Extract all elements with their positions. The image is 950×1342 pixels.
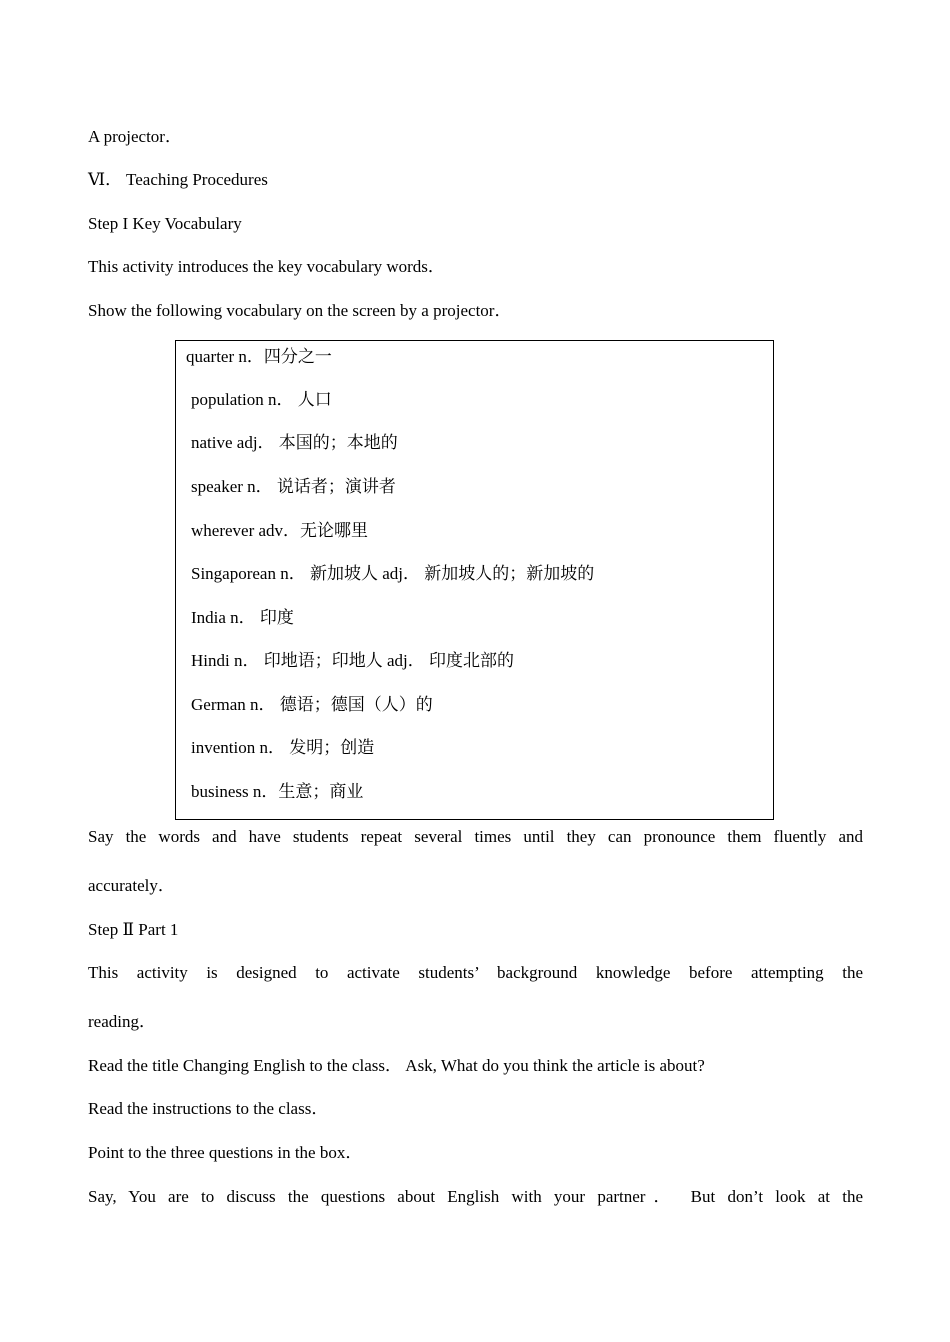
materials-line: A projector． [88, 127, 182, 146]
step2-purpose-line2: reading． [88, 1012, 156, 1031]
step1-instruction: Show the following vocabulary on the screen by a projector． [88, 301, 512, 320]
vocab-item: invention n． 发明；创造 [191, 738, 375, 757]
step2-title: Step Ⅱ Part 1 [88, 920, 179, 939]
step2-purpose-line1: This activity is designed to activate students’ background knowledge before attempting the [88, 963, 863, 982]
vocab-item: population n． 人口 [191, 390, 332, 409]
step2-title-question: Read the title Changing English to the class． Ask, What do you think the article is about? [88, 1056, 705, 1075]
repeat-instruction-line1: Say the words and have students repeat several times until they can pronounce them fluently and [88, 827, 863, 846]
vocab-item: Singaporean n． 新加坡人 adj． 新加坡人的；新加坡的 [191, 564, 595, 583]
step1-title: Step I Key Vocabulary [88, 214, 242, 233]
step2-instructions: Read the instructions to the class． [88, 1099, 329, 1118]
vocab-item: India n． 印度 [191, 608, 294, 627]
vocab-item: German n． 德语；德国（人）的 [191, 695, 433, 714]
step2-say-line: Say, You are to discuss the questions about English with your partner． But don’t look at the [88, 1187, 863, 1206]
vocabulary-box [175, 340, 774, 820]
vocab-item: native adj． 本国的；本地的 [191, 433, 398, 452]
vocab-item: Hindi n． 印地语；印地人 adj． 印度北部的 [191, 651, 514, 670]
vocab-item: wherever adv．无论哪里 [191, 521, 369, 540]
step1-intro: This activity introduces the key vocabulary words． [88, 257, 445, 276]
repeat-instruction-line2: accurately． [88, 876, 175, 895]
section-heading: Ⅵ． Teaching Procedures [88, 170, 268, 189]
vocab-item: business n．生意；商业 [191, 782, 364, 801]
step2-point-questions: Point to the three questions in the box． [88, 1143, 363, 1162]
vocab-item: speaker n． 说话者；演讲者 [191, 477, 396, 496]
vocab-item: quarter n．四分之一 [186, 347, 332, 366]
